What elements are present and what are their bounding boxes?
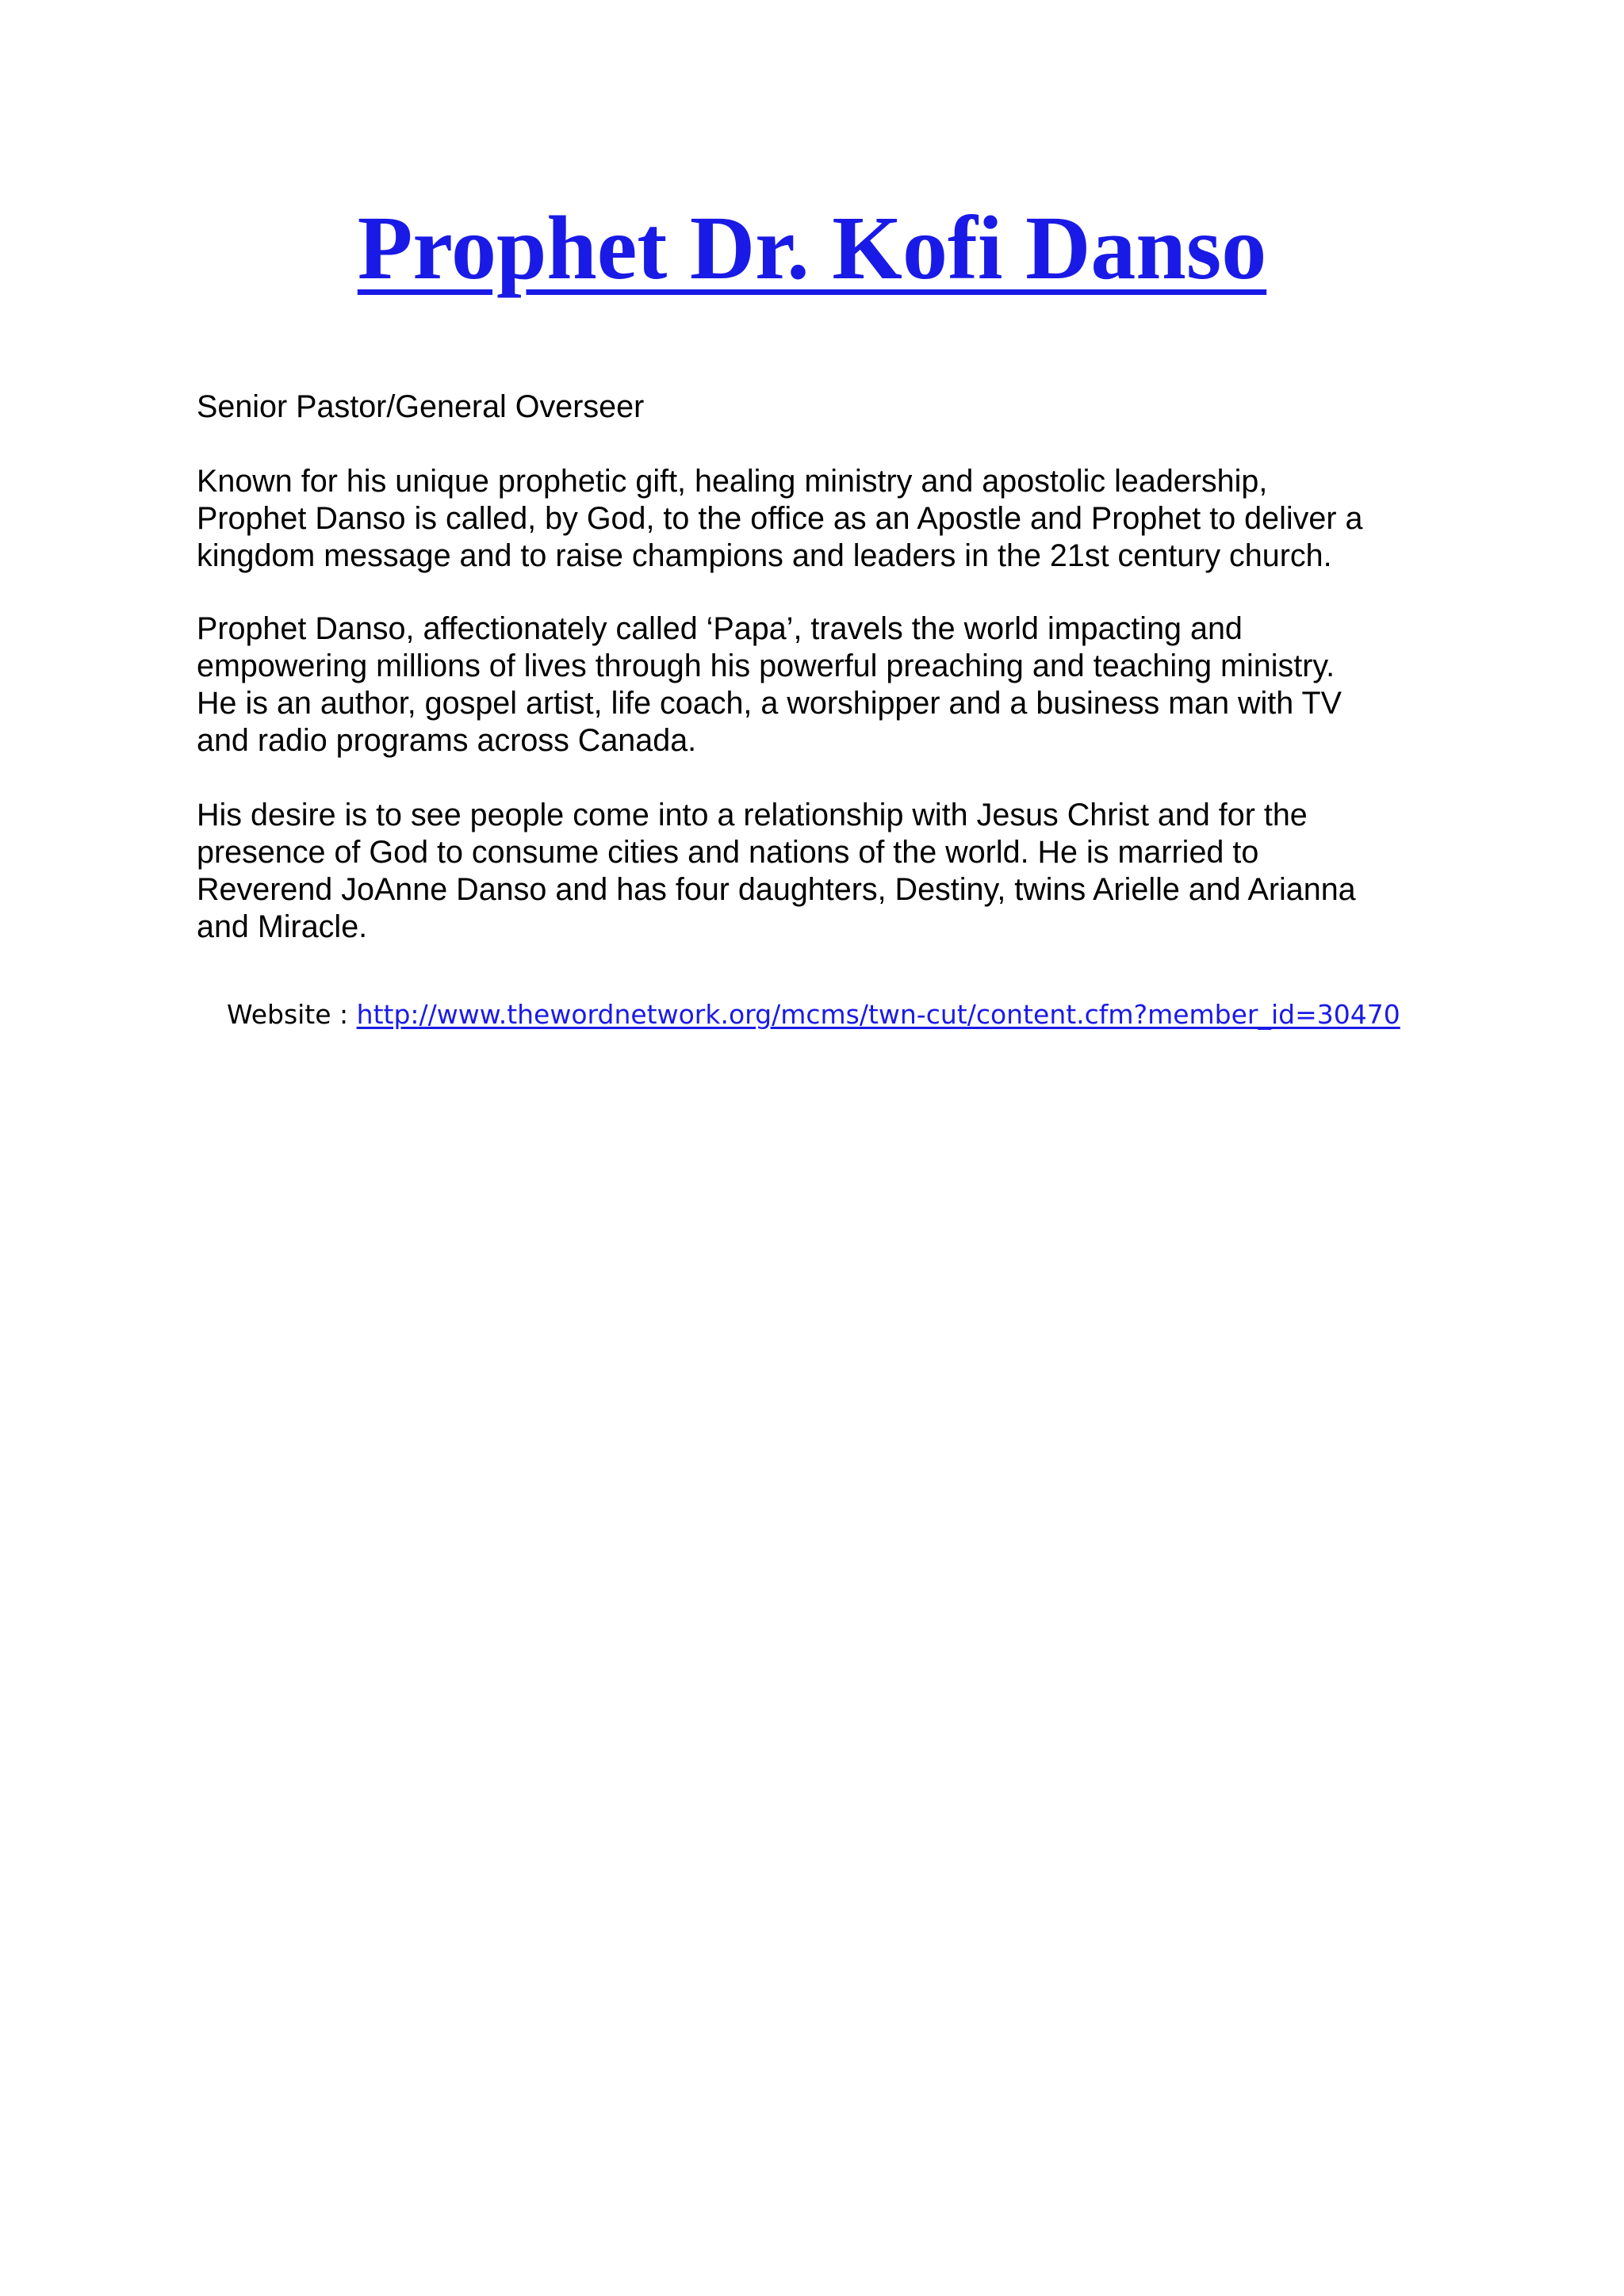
website-line	[227, 997, 1400, 1032]
page-title	[0, 197, 1624, 300]
paragraph-family: His desire is to see people come into a relationship with Jesus Christ and for the presence of God to consume cities and nations of the world. He is married to Reverend JoAnne Danso and has four daughters, Destiny, twins Arielle and Arianna and Miracle.	[197, 798, 1356, 944]
paragraph-ministry: Known for his unique prophetic gift, healing ministry and apostolic leadership, Prophet Danso is called, by God, to the office as an Apostle and Prophet to deliver a kingdom message and to raise champions and leaders in the 21st century church.	[197, 464, 1363, 573]
website-link[interactable]: http://www.thewordnetwork.org/mcms/twn-cut/content.cfm?member_id=30470	[356, 999, 1400, 1030]
website-label: Website :	[227, 999, 349, 1030]
title-link[interactable]: Prophet Dr. Kofi Danso	[357, 197, 1267, 298]
subtitle: Senior Pastor/General Overseer	[197, 389, 645, 424]
paragraph-travels: Prophet Danso, affectionately called ‘Papa’, travels the world impacting and empowering millions of lives through his powerful preaching and teaching ministry. He is an author, gospel artist, life coach, a worshipper and a business man with TV and radio programs across Canada.	[197, 611, 1342, 758]
